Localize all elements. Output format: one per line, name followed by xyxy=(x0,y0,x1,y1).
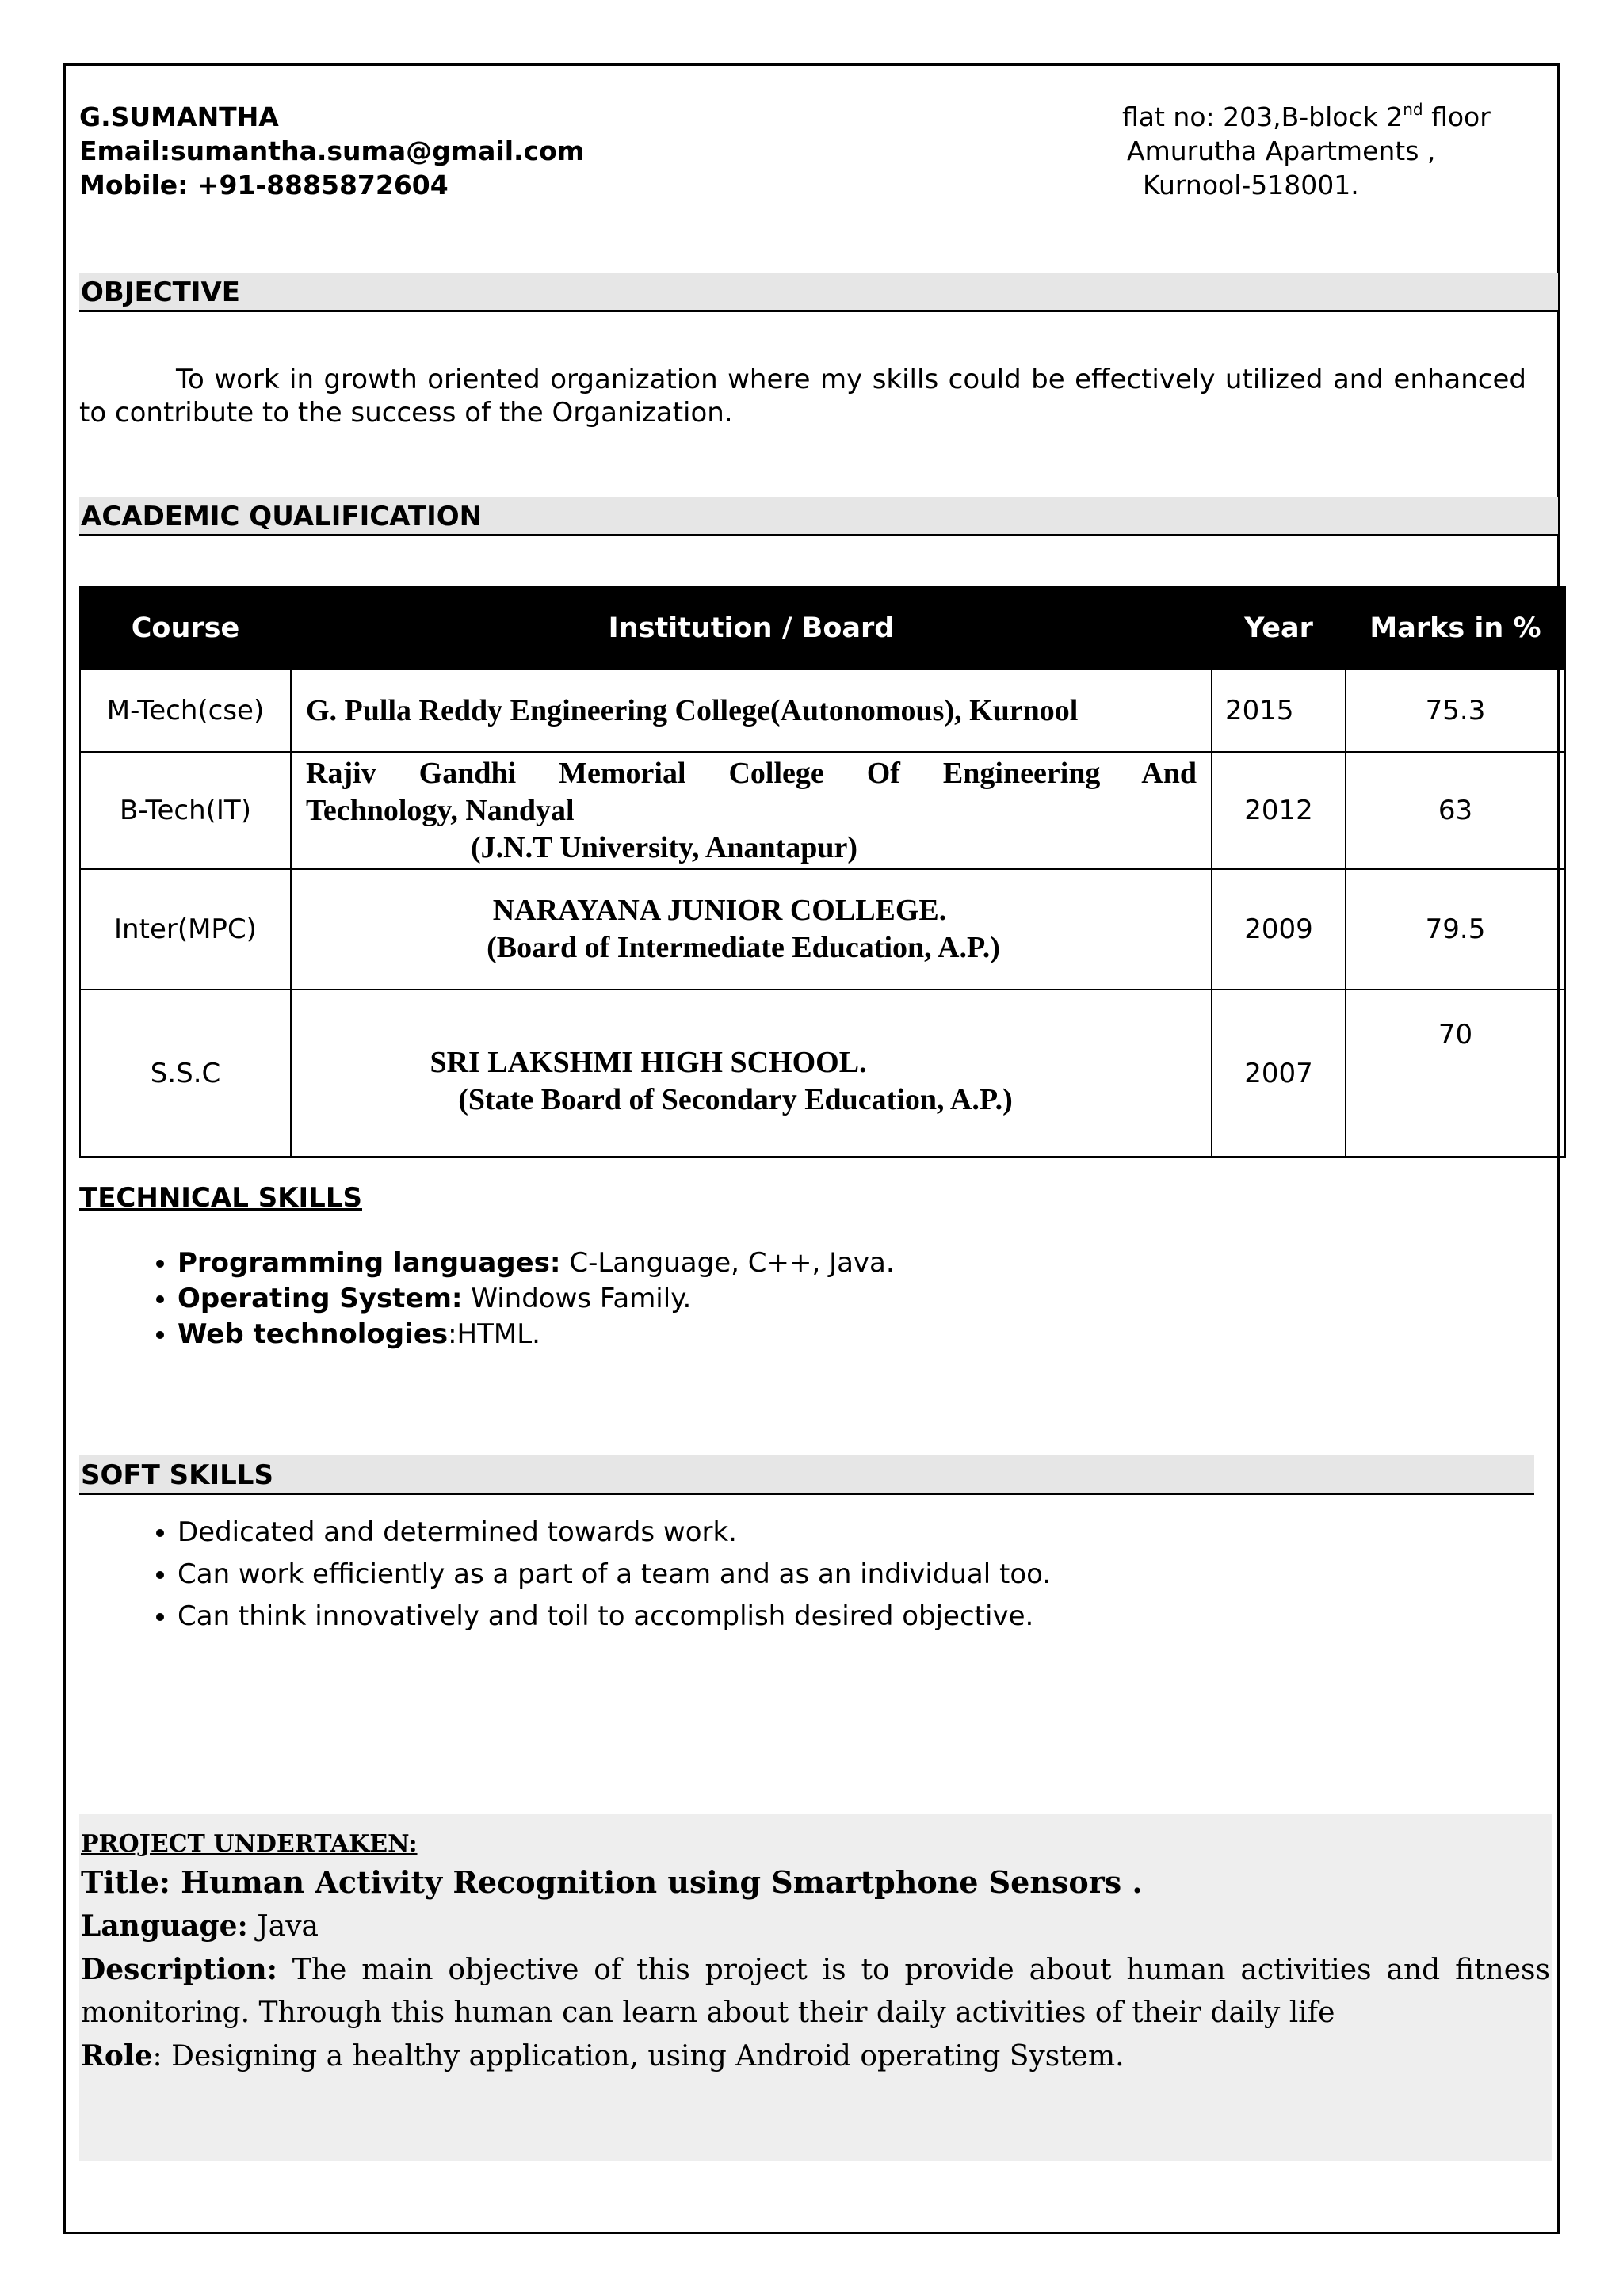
address-line-1-main: flat no: 203,B-block 2 xyxy=(1122,101,1403,132)
marks-cell: 63 xyxy=(1346,752,1565,869)
project-heading: PROJECT UNDERTAKEN: xyxy=(81,1830,418,1858)
description-value: The main objective of this project is to provide about human activities and fitness monitoring. Through this human can learn about their daily activities of their daily life xyxy=(81,1954,1550,2029)
marks-cell: 79.5 xyxy=(1346,869,1565,990)
course-cell: Inter(MPC) xyxy=(80,869,291,990)
project-section xyxy=(79,1814,1552,2161)
skill-value: C-Language, C++, Java. xyxy=(560,1247,895,1279)
table-header-row xyxy=(80,587,1565,669)
soft-skills-heading: SOFT SKILLS xyxy=(79,1455,1534,1495)
soft-skills-list xyxy=(141,1512,1051,1638)
project-description xyxy=(81,1948,1550,2035)
technical-skills-heading: TECHNICAL SKILLS xyxy=(79,1182,362,1214)
objective-heading: OBJECTIVE xyxy=(79,273,1558,312)
address-line-1 xyxy=(1122,100,1491,134)
institution-cell xyxy=(291,669,1212,752)
list-item: • Can think innovatively and toil to accomplish desired objective. xyxy=(178,1596,1051,1638)
address-block xyxy=(1122,100,1491,202)
table-row xyxy=(80,869,1565,990)
role-label: Role xyxy=(81,2039,153,2073)
header-year: Year xyxy=(1212,587,1346,669)
table-row xyxy=(80,669,1565,752)
year-cell: 2009 xyxy=(1212,869,1346,990)
skill-label: Operating System: xyxy=(178,1283,463,1314)
table-row xyxy=(80,990,1565,1157)
address-line-1-end: floor xyxy=(1423,101,1491,132)
board-name: (State Board of Secondary Education, A.P.) xyxy=(458,1083,1013,1116)
contact-block xyxy=(79,100,584,202)
header-institution: Institution / Board xyxy=(291,587,1212,669)
academic-heading: ACADEMIC QUALIFICATION xyxy=(79,497,1558,536)
skill-value: Windows Family. xyxy=(462,1283,692,1314)
institution-name: NARAYANA JUNIOR COLLEGE. xyxy=(492,894,947,927)
role-value: : Designing a healthy application, using Android operating System. xyxy=(152,2040,1125,2073)
institution-name: SRI LAKSHMI HIGH SCHOOL. xyxy=(430,1046,867,1079)
course-cell: M-Tech(cse) xyxy=(80,669,291,752)
project-language xyxy=(81,1905,1550,1948)
skill-label: Programming languages: xyxy=(178,1247,561,1279)
skill-value: :HTML. xyxy=(448,1318,540,1350)
marks-cell: 70 xyxy=(1346,990,1565,1157)
institution-name: G. Pulla Reddy Engineering College(Autonomous), Kurnool xyxy=(306,693,1079,727)
institution-name: Rajiv Gandhi Memorial College Of Engineering And xyxy=(306,756,1197,790)
list-item: • Can work efficiently as a part of a team and as an individual too. xyxy=(178,1554,1051,1596)
institution-name-cont: Technology, Nandyal xyxy=(306,793,575,827)
description-label: Description: xyxy=(81,1953,277,1986)
project-title: Title: Human Activity Recognition using Smartphone Sensors . xyxy=(81,1864,1143,1900)
objective-text: To work in growth oriented organization where my skills could be effectively utilized and enhanced to contribute to the success of the Organization. xyxy=(79,364,1526,429)
course-cell: B-Tech(IT) xyxy=(80,752,291,869)
table-row xyxy=(80,752,1565,869)
mobile-text: Mobile: +91-8885872604 xyxy=(79,170,449,200)
institution-cell xyxy=(291,869,1212,990)
academic-table xyxy=(79,586,1566,1158)
institution-cell xyxy=(291,752,1212,869)
list-item xyxy=(178,1245,895,1281)
header-marks: Marks in % xyxy=(1346,587,1565,669)
board-name: (Board of Intermediate Education, A.P.) xyxy=(487,931,1000,964)
technical-skills-list xyxy=(119,1245,895,1352)
year-cell: 2012 xyxy=(1212,752,1346,869)
language-value: Java xyxy=(247,1910,319,1943)
email-text: Email:sumantha.suma@gmail.com xyxy=(79,135,585,166)
list-item xyxy=(178,1281,895,1317)
address-line-3: Kurnool-518001. xyxy=(1143,170,1359,200)
year-cell: 2015 xyxy=(1212,669,1346,752)
course-cell: S.S.C xyxy=(80,990,291,1157)
year-cell: 2007 xyxy=(1212,990,1346,1157)
language-label: Language: xyxy=(81,1909,248,1943)
institution-cell xyxy=(291,990,1212,1157)
board-name: (J.N.T University, Anantapur) xyxy=(471,830,858,864)
candidate-name: G.SUMANTHA xyxy=(79,101,279,132)
list-item: • Dedicated and determined towards work. xyxy=(178,1512,1051,1554)
skill-label: Web technologies xyxy=(178,1318,449,1350)
address-line-2: Amurutha Apartments , xyxy=(1127,135,1436,166)
address-superscript: nd xyxy=(1403,100,1423,119)
project-role xyxy=(81,2035,1550,2078)
marks-cell: 75.3 xyxy=(1346,669,1565,752)
list-item xyxy=(178,1317,895,1352)
header-course: Course xyxy=(80,587,291,669)
